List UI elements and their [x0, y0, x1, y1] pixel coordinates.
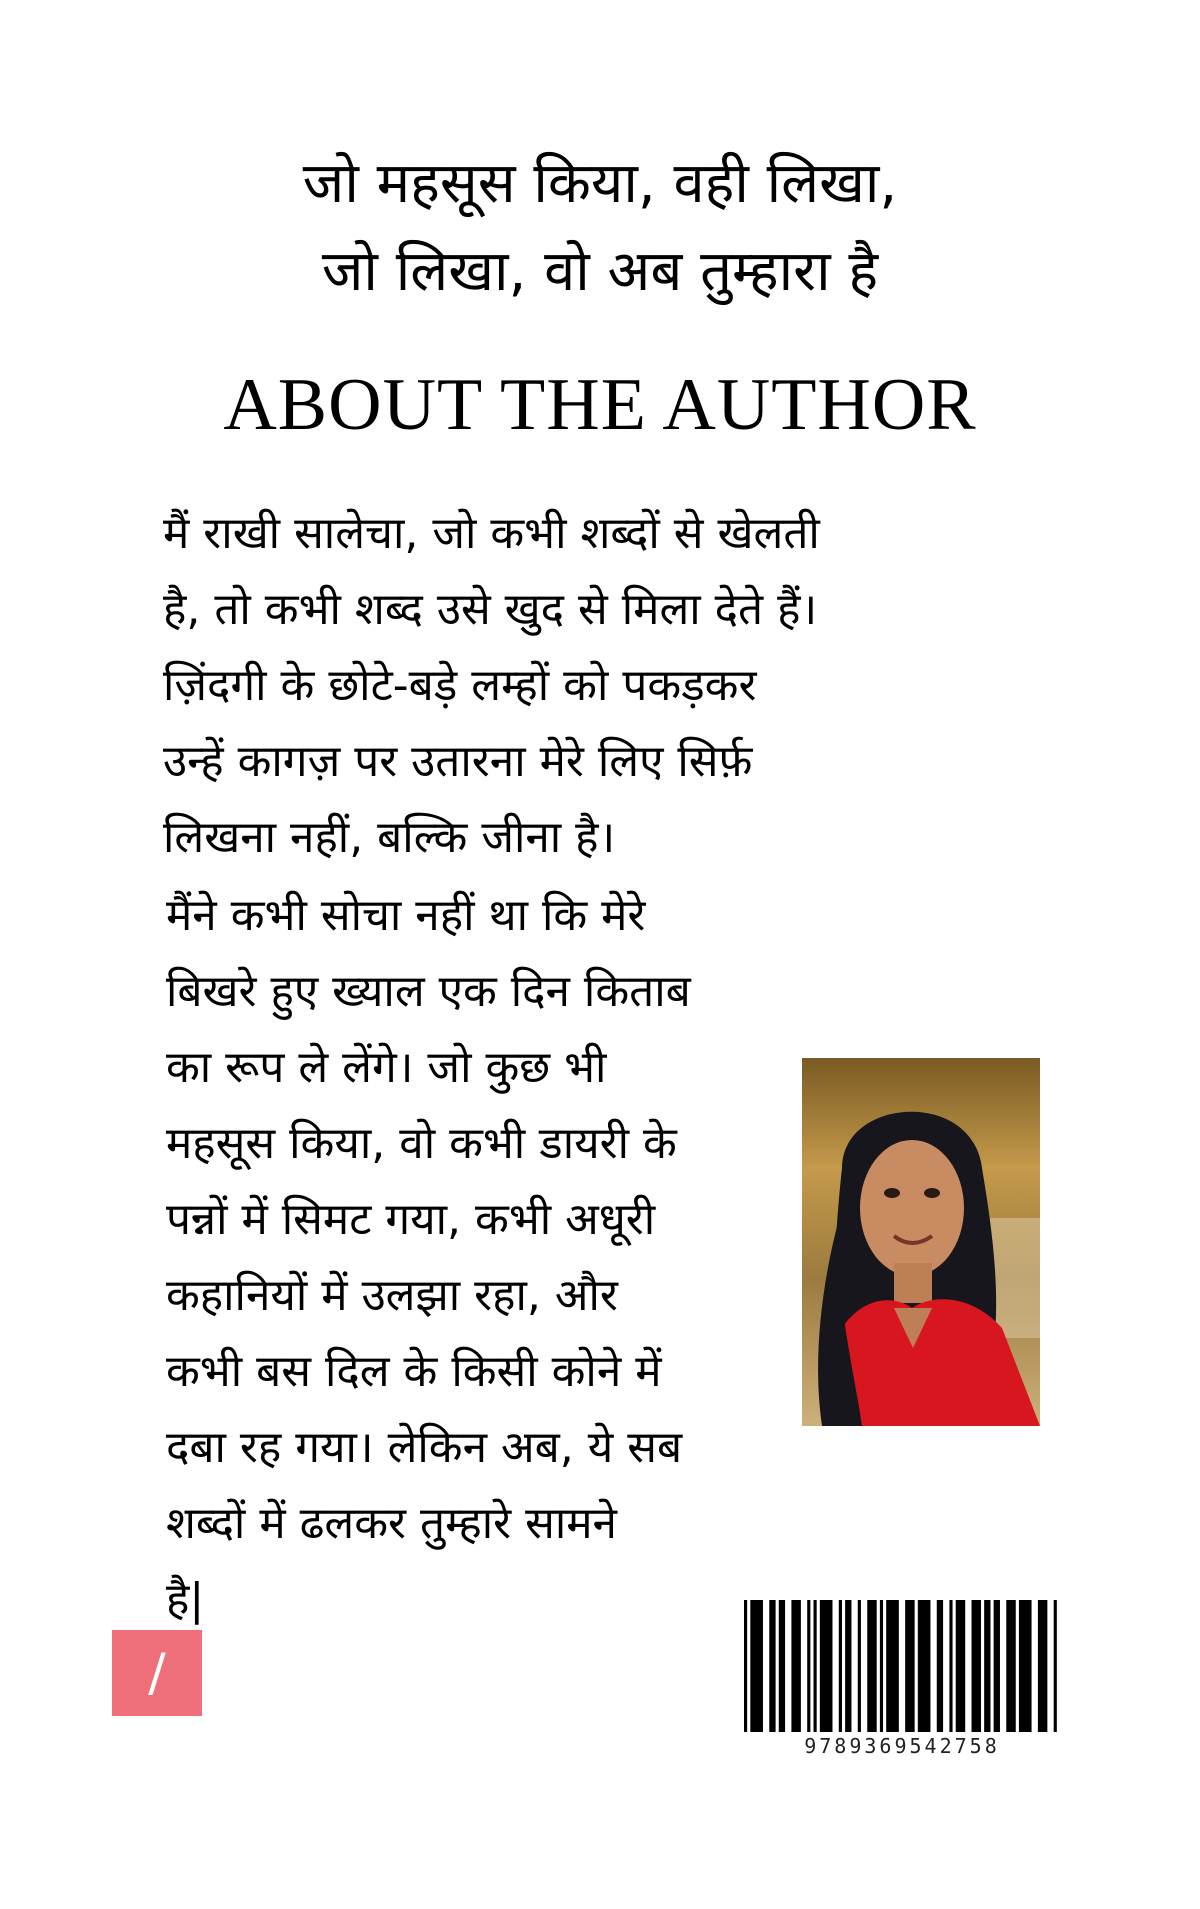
- barcode-bar: [867, 1600, 876, 1732]
- barcode-bar: [956, 1600, 965, 1732]
- bio-line: ज़िंदगी के छोटे-बड़े लम्हों को पकड़कर: [163, 660, 757, 711]
- tagline-line-2: जो लिखा, वो अब तुम्हारा है: [321, 239, 879, 304]
- barcode-bar: [814, 1600, 817, 1732]
- publisher-logo: /: [112, 1630, 202, 1716]
- bio-line: लिखना नहीं, बल्कि जीना है।: [163, 812, 616, 863]
- bio-line: शब्दों में ढलकर तुम्हारे सामने: [166, 1498, 617, 1549]
- barcode-bar: [858, 1600, 861, 1732]
- barcode-bar: [905, 1600, 914, 1732]
- bio-line: का रूप ले लेंगे। जो कुछ भी: [166, 1042, 607, 1093]
- bio-line: है|: [166, 1574, 205, 1625]
- barcode-bar: [1019, 1600, 1032, 1732]
- bio-line: मैंने कभी सोचा नहीं था कि मेरे: [166, 890, 646, 941]
- about-the-author-heading: ABOUT THE AUTHOR: [223, 364, 977, 446]
- barcode-bar: [839, 1600, 842, 1732]
- bio-line: पन्नों में सिमट गया, कभी अधूरी: [166, 1194, 656, 1245]
- barcode-bar: [791, 1600, 800, 1732]
- barcode-bar: [918, 1600, 931, 1732]
- barcode-bar: [769, 1600, 775, 1732]
- bio-line: दबा रह गया। लेकिन अब, ये सब: [166, 1422, 683, 1473]
- bio-line: बिखरे हुए ख्याल एक दिन किताब: [166, 966, 691, 1017]
- barcode-bar: [880, 1600, 883, 1732]
- barcode-bar: [1054, 1600, 1057, 1732]
- barcode-bar: [779, 1600, 785, 1732]
- barcode-bar: [820, 1600, 833, 1732]
- bio-line: है, तो कभी शब्द उसे खुद से मिला देते हैं।: [163, 584, 818, 635]
- isbn-barcode: [744, 1600, 1060, 1732]
- barcode-bar: [886, 1600, 899, 1732]
- author-bio-continued: [166, 878, 806, 1638]
- author-photo: [802, 1058, 1040, 1426]
- barcode-bar: [949, 1600, 952, 1732]
- barcode-bar: [1006, 1600, 1015, 1732]
- bio-line: उन्हें कागज़ पर उतारना मेरे लिए सिर्फ़: [163, 736, 753, 787]
- barcode-bar: [937, 1600, 943, 1732]
- barcode-bar: [994, 1600, 1000, 1732]
- barcode-bar: [1038, 1600, 1047, 1732]
- bio-line: कहानियों में उलझा रहा, और: [166, 1270, 618, 1321]
- tagline: [0, 140, 1200, 316]
- tagline-line-1: जो महसूस किया, वही लिखा,: [302, 151, 898, 216]
- isbn-number: 9789369542758: [804, 1734, 1000, 1758]
- bio-line: मैं राखी सालेचा, जो कभी शब्दों से खेलती: [163, 508, 820, 559]
- barcode-bar: [845, 1600, 851, 1732]
- bio-line: महसूस किया, वो कभी डायरी के: [166, 1118, 677, 1169]
- barcode-bar: [750, 1600, 763, 1732]
- author-bio-intro: [163, 496, 1023, 876]
- bio-line: कभी बस दिल के किसी कोने में: [166, 1346, 662, 1397]
- barcode-bar: [807, 1600, 810, 1732]
- barcode-bar: [984, 1600, 990, 1732]
- barcode-bar: [744, 1600, 747, 1732]
- barcode-bar: [972, 1600, 981, 1732]
